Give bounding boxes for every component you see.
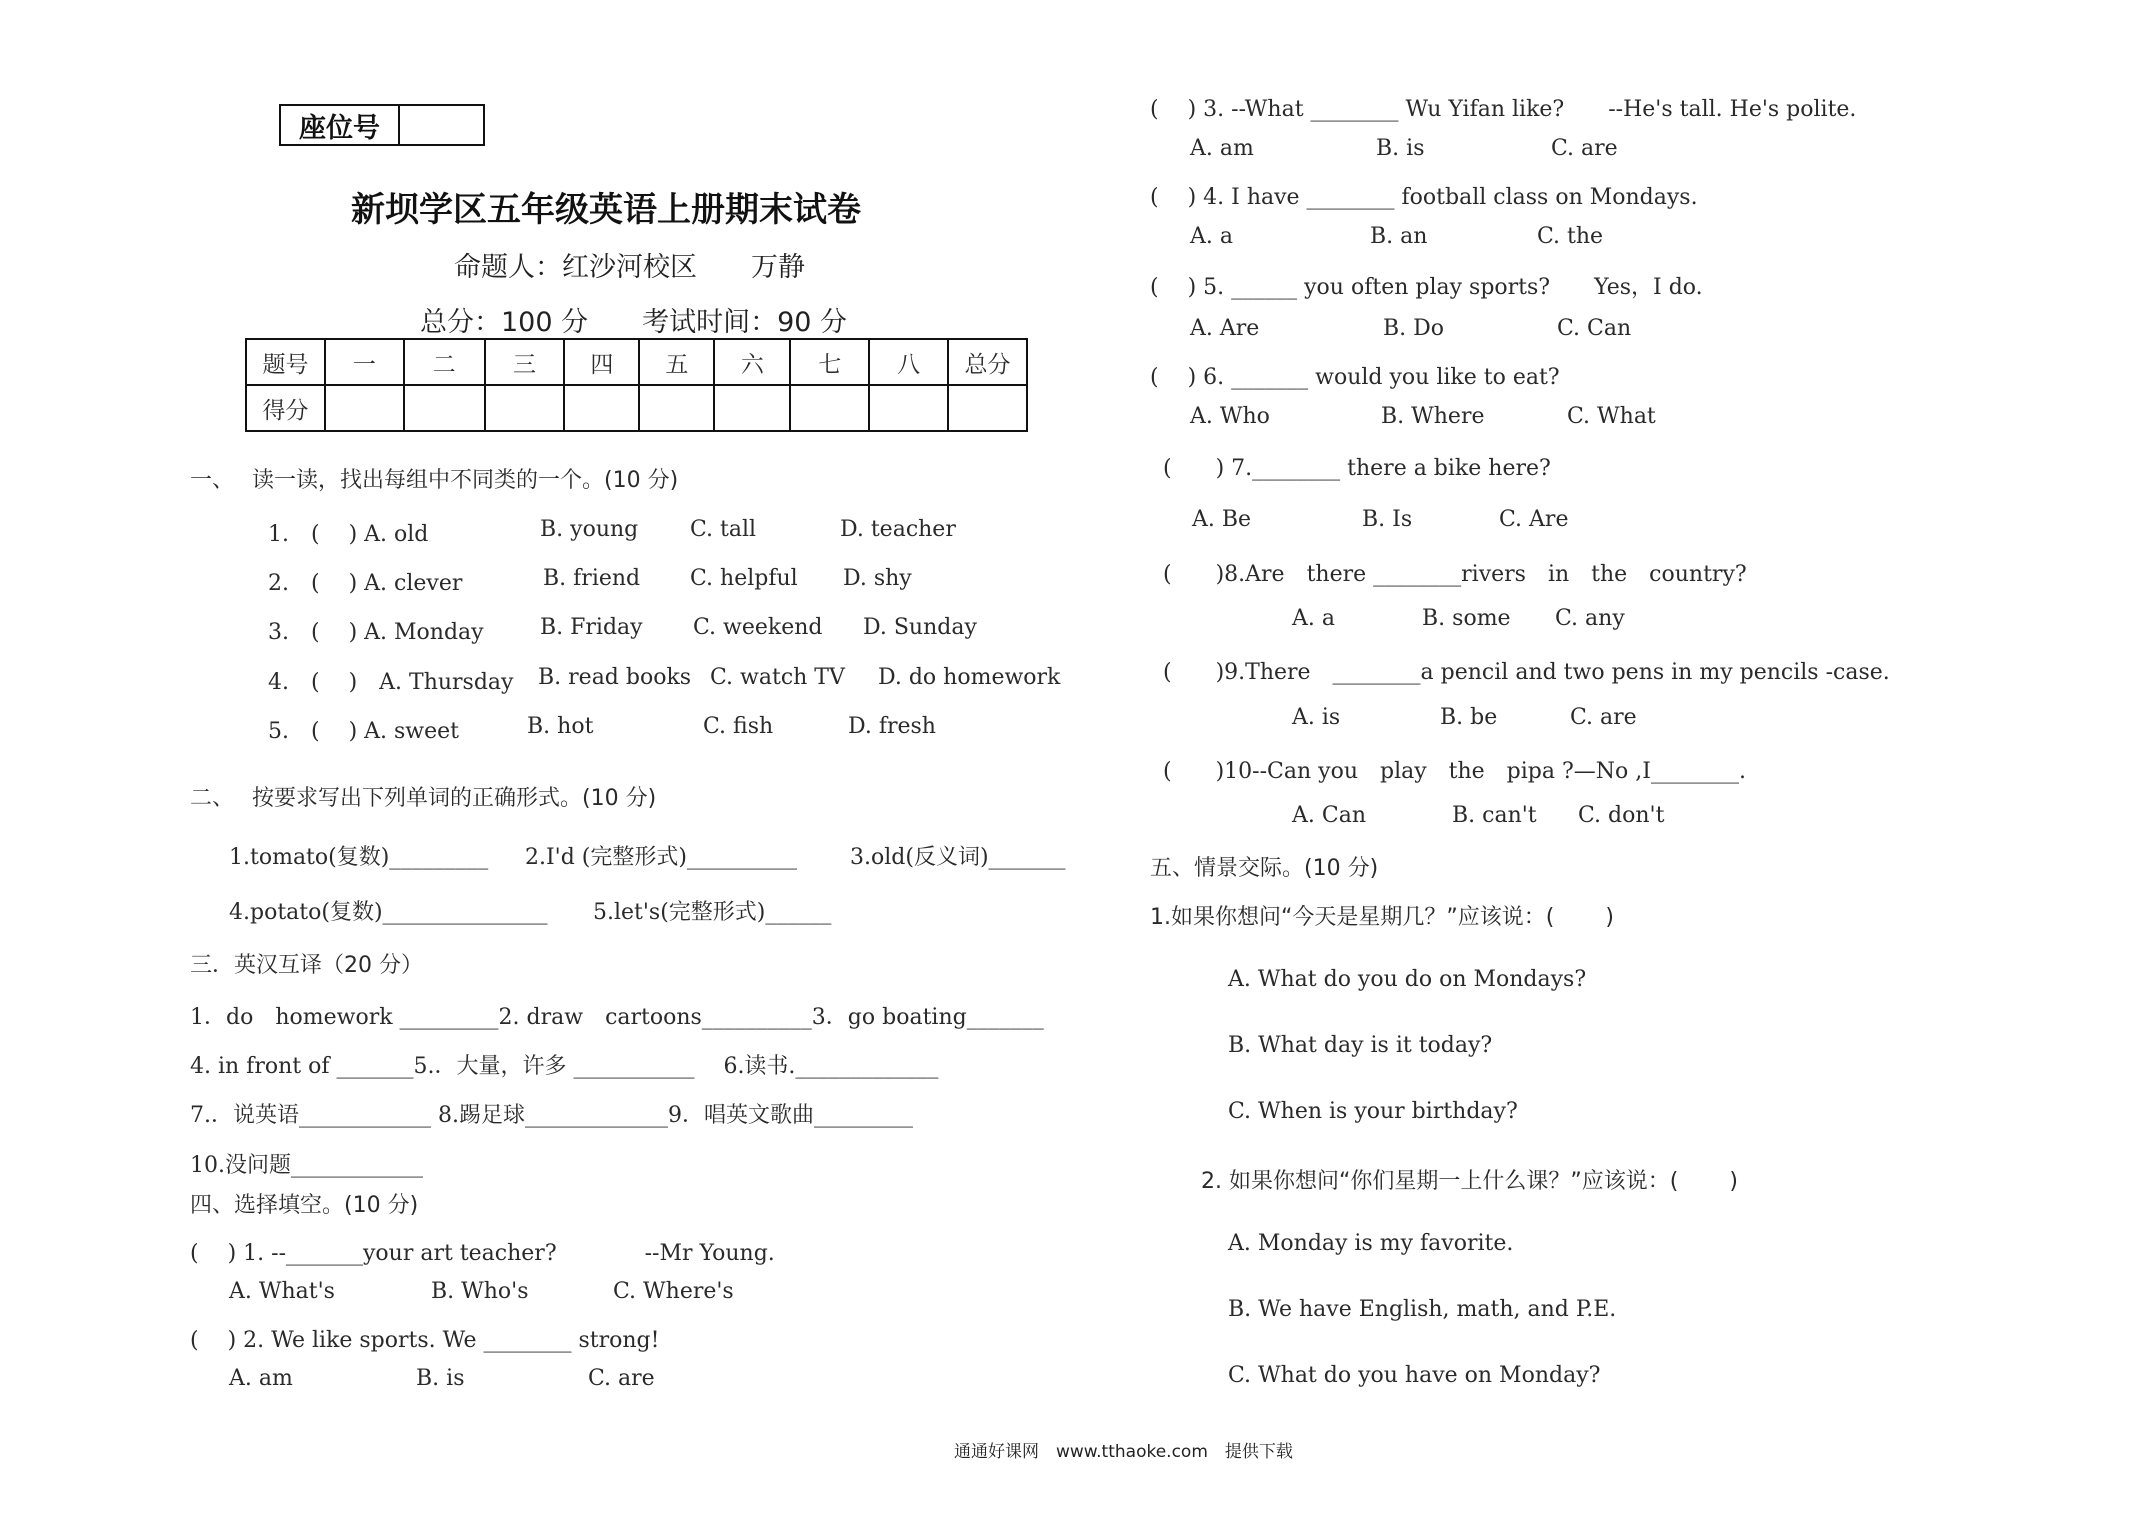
- s3-line-2: 4. in front of _______5.．大量，许多 ___________ 6.读书._____________: [190, 1054, 939, 1079]
- section-2-title: 二、 按要求写出下列单词的正确形式。(10 分): [190, 786, 657, 811]
- s4-q6-a: A. Who: [1190, 404, 1270, 429]
- s1-item-5-b: B. hot: [527, 714, 594, 739]
- s3-line-3: 7.．说英语____________ 8.踢足球_____________9．唱英文歌曲_________: [190, 1103, 913, 1128]
- s4-q1: ( ) 1. --_______your art teacher? --Mr Young.: [190, 1241, 775, 1266]
- s2-q3: 3.old(反义词)_______: [850, 845, 1066, 870]
- s1-item-4-a: 4. ( ) A. Thursday: [268, 670, 514, 695]
- s1-item-2-d: D. shy: [843, 566, 912, 591]
- s4-q8-c: C. any: [1555, 606, 1625, 631]
- score-input-cell[interactable]: [639, 385, 714, 431]
- s4-q9-b: B. be: [1440, 705, 1498, 730]
- s5-q1: 1.如果你想问“今天是星期几？”应该说：( ): [1150, 905, 1614, 930]
- seat-number-value[interactable]: [400, 106, 483, 144]
- s4-q5: ( ) 5. ______ you often play sports? Yes，I do.: [1150, 275, 1703, 300]
- score-cell: 题号: [246, 339, 325, 385]
- s4-q4-a: A. a: [1190, 224, 1233, 249]
- s4-q10: ( )10--Can you play the pipa ?—No ,I________.: [1163, 759, 1746, 784]
- score-cell: 七: [790, 339, 869, 385]
- s4-q4-b: B. an: [1370, 224, 1428, 249]
- exam-author: 命题人：红沙河校区 万静: [454, 252, 805, 283]
- s4-q10-b: B. can't: [1452, 803, 1537, 828]
- s1-item-5-d: D. fresh: [848, 714, 936, 739]
- score-cell: 三: [485, 339, 565, 385]
- s4-q7: ( ) 7.________ there a bike here?: [1163, 456, 1551, 481]
- score-input-cell[interactable]: [714, 385, 790, 431]
- s4-q5-c: C. Can: [1557, 316, 1632, 341]
- s2-q4: 4.potato(复数)_______________: [229, 900, 548, 925]
- s4-q6-c: C. What: [1567, 404, 1656, 429]
- s3-line-4: 10.没问题____________: [190, 1153, 423, 1178]
- s1-item-4-c: C. watch TV: [710, 665, 845, 690]
- s1-item-4-b: B. read books: [538, 665, 692, 690]
- s3-line-1: 1．do homework _________2. draw cartoons__________3．go boating_______: [190, 1005, 1044, 1030]
- s5-q2-a: A. Monday is my favorite.: [1228, 1231, 1514, 1256]
- score-table-header-row: [246, 339, 1027, 385]
- score-input-cell[interactable]: [325, 385, 404, 431]
- score-table-score-row: [246, 385, 1027, 431]
- score-cell: 五: [639, 339, 714, 385]
- s5-q2: 2. 如果你想问“你们星期一上什么课？”应该说：( ): [1201, 1169, 1738, 1194]
- score-table: [245, 338, 1028, 432]
- score-input-cell[interactable]: [485, 385, 565, 431]
- score-cell: 得分: [246, 385, 325, 431]
- s1-item-3-a: 3. ( ) A. Monday: [268, 620, 484, 645]
- s4-q3-c: C. are: [1551, 136, 1618, 161]
- s2-q1: 1.tomato(复数)_________: [229, 845, 489, 870]
- score-cell: 六: [714, 339, 790, 385]
- score-input-cell[interactable]: [869, 385, 948, 431]
- score-cell: 一: [325, 339, 404, 385]
- score-input-cell[interactable]: [404, 385, 485, 431]
- s1-item-2-b: B. friend: [543, 566, 641, 591]
- s4-q2-b: B. is: [416, 1366, 465, 1391]
- seat-number-label: 座位号: [281, 106, 400, 144]
- score-cell: 八: [869, 339, 948, 385]
- s2-q2: 2.I'd (完整形式)__________: [525, 845, 797, 870]
- s1-item-2-c: C. helpful: [690, 566, 798, 591]
- s4-q4: ( ) 4. I have ________ football class on Mondays.: [1150, 185, 1698, 210]
- section-5-title: 五、情景交际。(10 分): [1150, 856, 1379, 881]
- s4-q6: ( ) 6. _______ would you like to eat?: [1150, 365, 1560, 390]
- s4-q3-b: B. is: [1376, 136, 1425, 161]
- s4-q6-b: B. Where: [1381, 404, 1485, 429]
- s4-q8-b: B. some: [1422, 606, 1511, 631]
- score-input-cell[interactable]: [790, 385, 869, 431]
- exam-title: 新坝学区五年级英语上册期末试卷: [351, 190, 861, 230]
- s4-q7-c: C. Are: [1499, 507, 1569, 532]
- section-4-title: 四、选择填空。(10 分): [190, 1193, 419, 1218]
- s1-item-3-c: C. weekend: [693, 615, 823, 640]
- s4-q8: ( )8.Are there ________rivers in the country?: [1163, 562, 1747, 587]
- s4-q1-a: A. What's: [229, 1279, 335, 1304]
- s1-item-1-d: D. teacher: [840, 517, 956, 542]
- s4-q8-a: A. a: [1292, 606, 1335, 631]
- s4-q3-a: A. am: [1190, 136, 1254, 161]
- s4-q1-b: B. Who's: [431, 1279, 529, 1304]
- s1-item-1-a: 1. ( ) A. old: [268, 522, 429, 547]
- section-1-title: 一、 读一读，找出每组中不同类的一个。(10 分): [190, 468, 679, 493]
- s4-q2-c: C. are: [588, 1366, 655, 1391]
- page-footer: 通通好课网 www.tthaoke.com 提供下载: [954, 1442, 1293, 1462]
- s1-item-3-d: D. Sunday: [863, 615, 977, 640]
- s4-q7-b: B. Is: [1362, 507, 1413, 532]
- s5-q1-a: A. What do you do on Mondays?: [1228, 967, 1587, 992]
- s5-q1-b: B. What day is it today?: [1228, 1033, 1493, 1058]
- exam-meta: 总分：100 分 考试时间：90 分: [420, 307, 848, 338]
- score-cell: 四: [564, 339, 639, 385]
- score-input-cell[interactable]: [948, 385, 1027, 431]
- s1-item-5-c: C. fish: [703, 714, 774, 739]
- score-input-cell[interactable]: [564, 385, 639, 431]
- s4-q5-a: A. Are: [1190, 316, 1260, 341]
- s2-q5: 5.let's(完整形式)______: [593, 900, 832, 925]
- s1-item-4-d: D. do homework: [878, 665, 1061, 690]
- s4-q7-a: A. Be: [1192, 507, 1252, 532]
- s1-item-1-c: C. tall: [690, 517, 757, 542]
- s4-q5-b: B. Do: [1383, 316, 1445, 341]
- score-cell: 总分: [948, 339, 1027, 385]
- s1-item-3-b: B. Friday: [540, 615, 643, 640]
- s4-q4-c: C. the: [1537, 224, 1604, 249]
- s4-q2-a: A. am: [229, 1366, 293, 1391]
- s5-q2-b: B. We have English, math, and P.E.: [1228, 1297, 1617, 1322]
- s1-item-2-a: 2. ( ) A. clever: [268, 571, 463, 596]
- s4-q1-c: C. Where's: [613, 1279, 734, 1304]
- s1-item-5-a: 5. ( ) A. sweet: [268, 719, 460, 744]
- s1-item-1-b: B. young: [540, 517, 639, 542]
- s4-q2: ( ) 2. We like sports. We ________ strong!: [190, 1328, 660, 1353]
- s5-q2-c: C. What do you have on Monday?: [1228, 1363, 1601, 1388]
- s4-q9-c: C. are: [1570, 705, 1637, 730]
- s4-q3: ( ) 3. --What ________ Wu Yifan like? --He's tall. He's polite.: [1150, 97, 1857, 122]
- score-cell: 二: [404, 339, 485, 385]
- s4-q10-c: C. don't: [1578, 803, 1665, 828]
- section-3-title: 三．英汉互译（20 分）: [190, 953, 423, 978]
- seat-number-box: [279, 104, 485, 146]
- s4-q9-a: A. is: [1292, 705, 1341, 730]
- s4-q10-a: A. Can: [1292, 803, 1366, 828]
- s4-q9: ( )9.There ________a pencil and two pens in my pencils -case.: [1163, 660, 1890, 685]
- s5-q1-c: C. When is your birthday?: [1228, 1099, 1518, 1124]
